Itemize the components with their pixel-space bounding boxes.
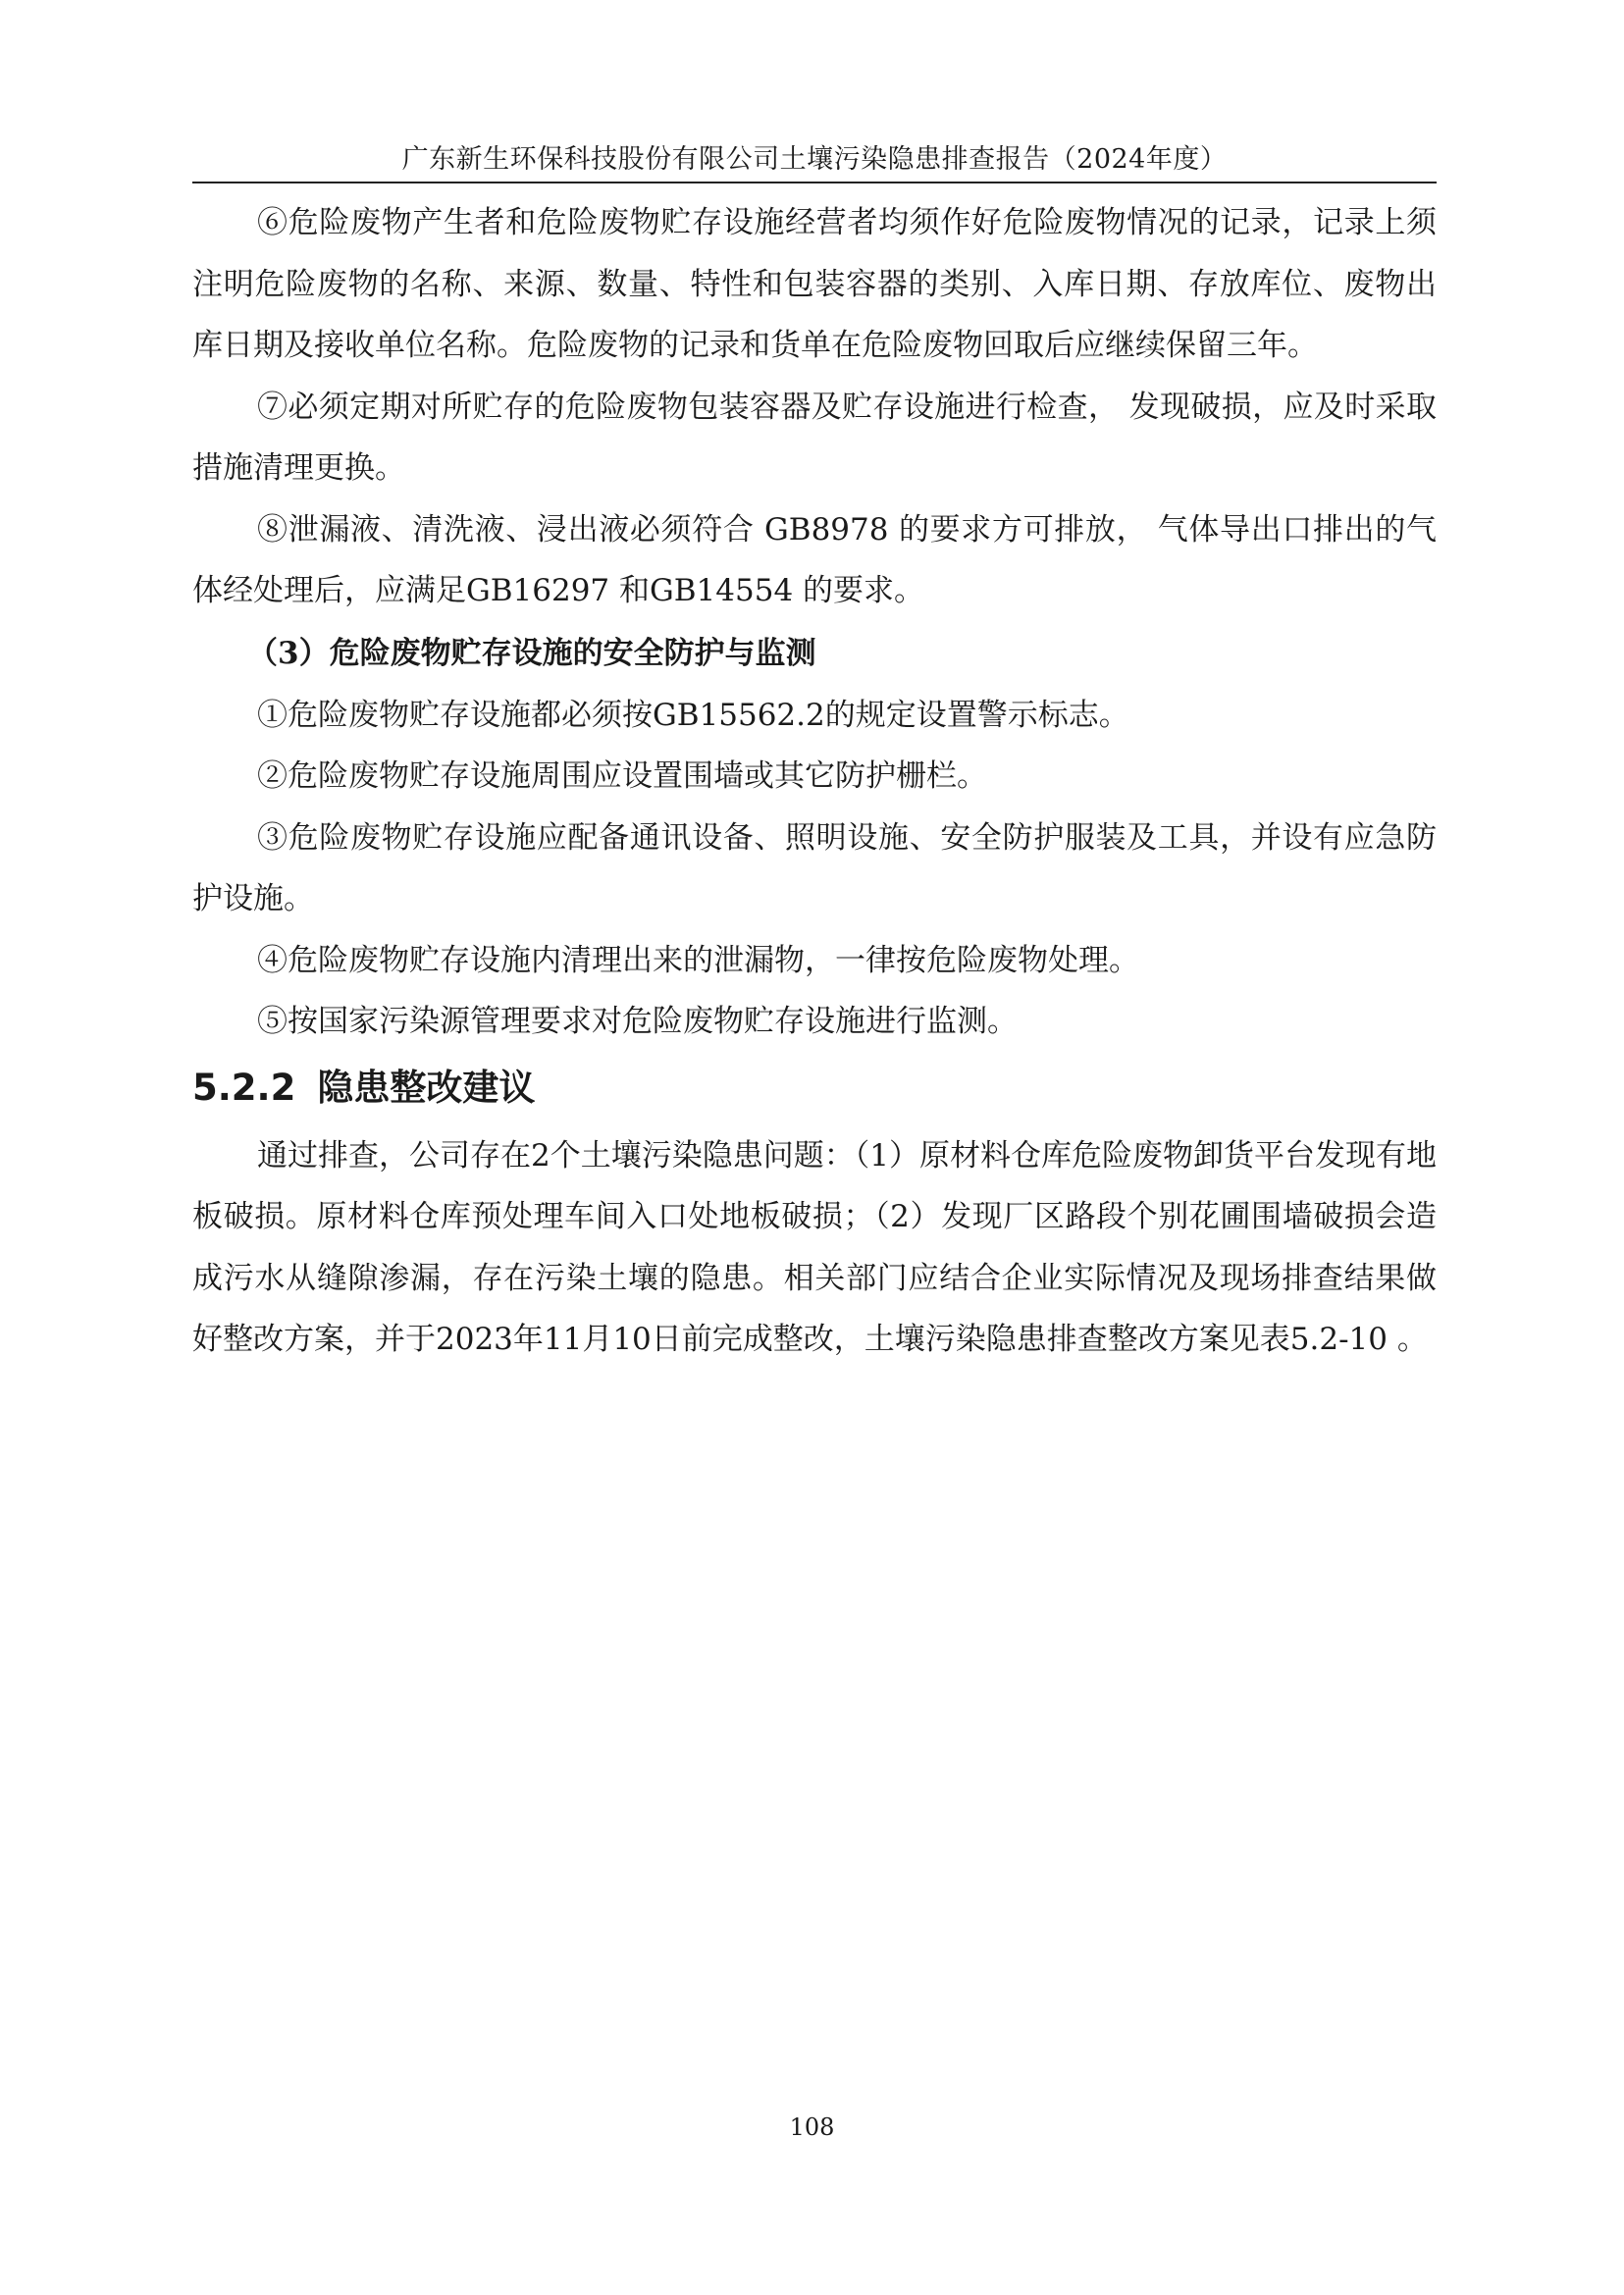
paragraph-periodic-inspection: ⑦必须定期对所贮存的危险废物包装容器及贮存设施进行检查， 发现破损，应及时采取措施清理更换。 (192, 389, 1437, 486)
section-title: 隐患整改建议 (317, 1066, 536, 1109)
page-body (192, 192, 1437, 1371)
paragraph-discharge-requirements: ⑧泄漏液、清洗液、浸出液必须符合 GB8978 的要求方可排放， 气体导出口排出的气体经处理后，应满足GB16297 和GB14554 的要求。 (192, 511, 1437, 608)
subsection-item: ②危险废物贮存设施周围应设置围墙或其它防护栅栏。 (257, 758, 987, 794)
paragraph-record-keeping: ⑥危险废物产生者和危险废物贮存设施经营者均须作好危险废物情况的记录，记录上须注明危险废物的名称、来源、数量、特性和包装容器的类别、入库日期、存放库位、废物出库日期及接收单位名称。危险废物的记录和货单在危险废物回取后应继续保留三年。 (192, 205, 1437, 363)
running-header: 广东新生环保科技股份有限公司土壤污染隐患排查报告（2024年度） (401, 144, 1228, 175)
section-heading (192, 1059, 1437, 1118)
page-number: 108 (789, 2113, 835, 2141)
paragraph-rectification: 通过排查，公司存在2个土壤污染隐患问题：（1）原材料仓库危险废物卸货平台发现有地板破损。原材料仓库预处理车间入口处地板破损；（2）发现厂区路段个别花圃围墙破损会造成污水从缝隙渗漏，存在污染土壤的隐患。相关部门应结合企业实际情况及现场排查结果做好整改方案，并于2023年11月10日前完成整改，土壤污染隐患排查整改方案见表5.2-10 。 (192, 1137, 1437, 1357)
subsection-heading: （3）危险废物贮存设施的安全防护与监测 (247, 635, 816, 671)
subsection-item: ③危险废物贮存设施应配备通讯设备、照明设施、安全防护服装及工具，并设有应急防护设施。 (192, 819, 1437, 916)
subsection-item: ⑤按国家污染源管理要求对危险废物贮存设施进行监测。 (257, 1004, 1018, 1039)
subsection-item: ①危险废物贮存设施都必须按GB15562.2的规定设置警示标志。 (257, 697, 1129, 733)
section-number: 5.2.2 (192, 1066, 296, 1109)
header-divider (192, 182, 1437, 183)
subsection-item: ④危险废物贮存设施内清理出来的泄漏物，一律按危险废物处理。 (257, 942, 1139, 978)
